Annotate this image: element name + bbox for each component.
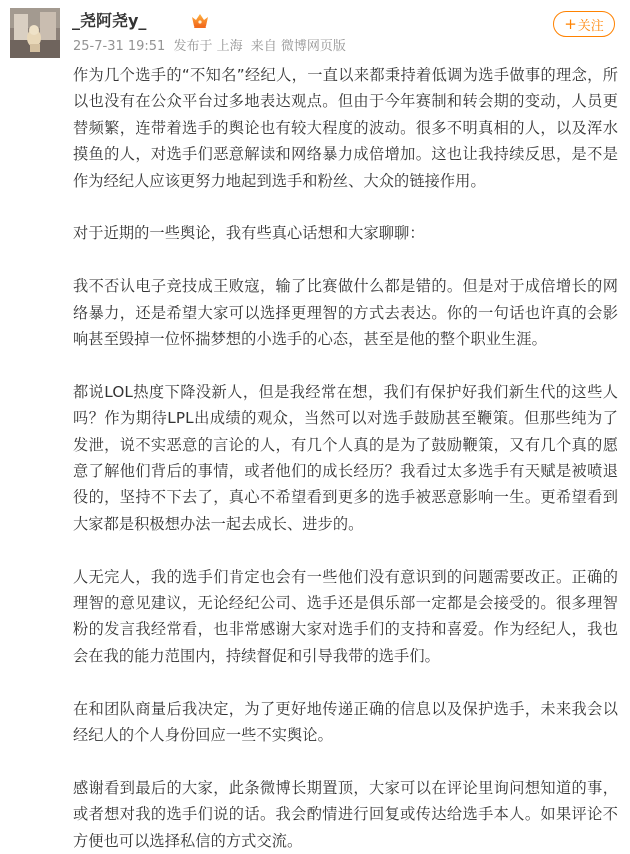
post-timestamp[interactable]: 25-7-31 19:51 (73, 39, 166, 54)
author-name[interactable]: _尧阿尧y_ (72, 11, 147, 30)
post-paragraph: 对于近期的一些舆论，我有些真心话想和大家聊聊： (73, 224, 425, 243)
post-source: 来自 微博网页版 (250, 39, 346, 54)
post-paragraph: 我不否认电子竞技成王败寇，输了比赛做什么都是错的。但是对于成倍增长的网络暴力，还是希望大家可以选择更理智的方式去表达。你的一句话也许真的会影响甚至毁掉一位怀揣梦想的小选手的心态，甚至是他的整个职业生涯。 (73, 277, 618, 349)
post-location: 发布于 上海 (173, 39, 243, 54)
follow-label: 关注 (577, 18, 604, 34)
post-header (0, 0, 630, 62)
post-content (73, 62, 618, 854)
avatar-photo-icon (10, 8, 60, 58)
post-paragraph: 在和团队商量后我决定，为了更好地传递正确的信息以及保护选手，未来我会以经纪人的个人身份回应一些不实舆论。 (73, 699, 618, 745)
post-paragraph: 作为几个选手的“不知名”经纪人，一直以来都秉持着低调为选手做事的理念，所以也没有在公众平台过多地表达观点。但由于今年赛制和转会期的变动，人员更替频繁，连带着选手的舆论也有较大程度的波动。很多不明真相的人，以及浑水摸鱼的人，对选手们恶意解读和网络暴力成倍增加。这也让我持续反思，是不是作为经纪人应该更努力地起到选手和粉丝、大众的链接作用。 (73, 66, 618, 190)
follow-button[interactable] (553, 11, 615, 37)
post-paragraph: 人无完人，我的选手们肯定也会有一些他们没有意识到的问题需要改正。正确的理智的意见建议，无论经纪公司、选手还是俱乐部一定都是会接受的。很多理智粉的发言我经常看，也非常感谢大家对选手们的支持和喜爱。作为经纪人，我也会在我的能力范围内，持续督促和引导我带的选手们。 (73, 567, 618, 665)
avatar[interactable] (10, 8, 60, 58)
post-meta (73, 38, 350, 56)
post-paragraph: 感谢看到最后的大家，此条微博长期置顶，大家可以在评论里询问想知道的事，或者想对我的选手们说的话。我会酌情进行回复或传达给选手本人。如果评论不方便也可以选择私信的方式交流。 (73, 778, 618, 850)
post-paragraph: 都说LOL热度下降没新人，但是我经常在想，我们有保护好我们新生代的这些人吗？作为期待LPL出成绩的观众，当然可以对选手鼓励甚至鞭策。但那些纯为了发泄，说不实恶意的言论的人，有几个人真的是为了鼓励鞭策，又有几个真的愿意了解他们背后的事情，或者他们的成长经历？我看过太多选手有天赋是被喷退役的，坚持不下去了，真心不希望看到更多的选手被恶意影响一生。更希望看到大家都是积极想办法一起去成长、进步的。 (73, 382, 618, 533)
vip-crown-badge-icon (191, 12, 209, 29)
plus-icon: + (564, 14, 577, 33)
